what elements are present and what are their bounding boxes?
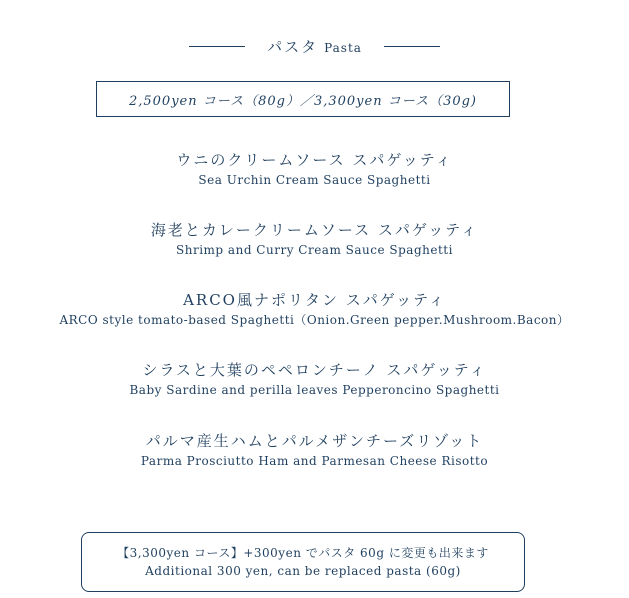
section-title-en: Pasta bbox=[324, 41, 362, 55]
menu-item-name-jp: シラスと大葉のペペロンチーノ スパゲッティ bbox=[142, 361, 487, 379]
menu-item-name-en: Shrimp and Curry Cream Sauce Spaghetti bbox=[176, 243, 453, 257]
menu-item-sardine-peperoncino bbox=[0, 360, 629, 399]
upgrade-note-jp: 【3,300yen コース】+300yen でパスタ 60g に変更も出来ます bbox=[117, 546, 489, 560]
menu-item-name-en: ARCO style tomato-based Spaghetti（Onion.Green pepper.Mushroom.Bacon） bbox=[59, 313, 570, 327]
course-price-text: 2,500yen コース（80g）／3,300yen コース（30g) bbox=[128, 93, 478, 109]
upgrade-note-box bbox=[81, 532, 525, 592]
section-title-jp: パスタ bbox=[267, 38, 319, 56]
menu-item-name-en: Parma Prosciutto Ham and Parmesan Cheese Risotto bbox=[140, 454, 489, 468]
menu-item-sea-urchin bbox=[0, 150, 629, 189]
menu-item-napolitan bbox=[0, 290, 629, 329]
menu-item-prosciutto-risotto bbox=[0, 431, 629, 470]
course-price-box bbox=[96, 81, 510, 117]
menu-item-shrimp-curry bbox=[0, 220, 629, 259]
section-title bbox=[267, 36, 362, 57]
menu-item-name-jp: パルマ産生ハムとパルメザンチーズリゾット bbox=[145, 432, 484, 450]
header-left-rule bbox=[189, 46, 245, 47]
header-right-rule bbox=[384, 46, 440, 47]
menu-item-name-jp: 海老とカレークリームソース スパゲッティ bbox=[150, 221, 479, 239]
menu-item-name-en: Sea Urchin Cream Sauce Spaghetti bbox=[198, 173, 431, 187]
menu-item-name-jp: ウニのクリームソース スパゲッティ bbox=[176, 151, 453, 169]
menu-item-name-jp: ARCO風ナポリタン スパゲッティ bbox=[183, 291, 446, 309]
upgrade-note-en: Additional 300 yen, can be replaced pasta (60g) bbox=[145, 564, 461, 578]
section-header bbox=[0, 36, 629, 57]
menu-item-name-en: Baby Sardine and perilla leaves Pepperoncino Spaghetti bbox=[129, 383, 500, 397]
